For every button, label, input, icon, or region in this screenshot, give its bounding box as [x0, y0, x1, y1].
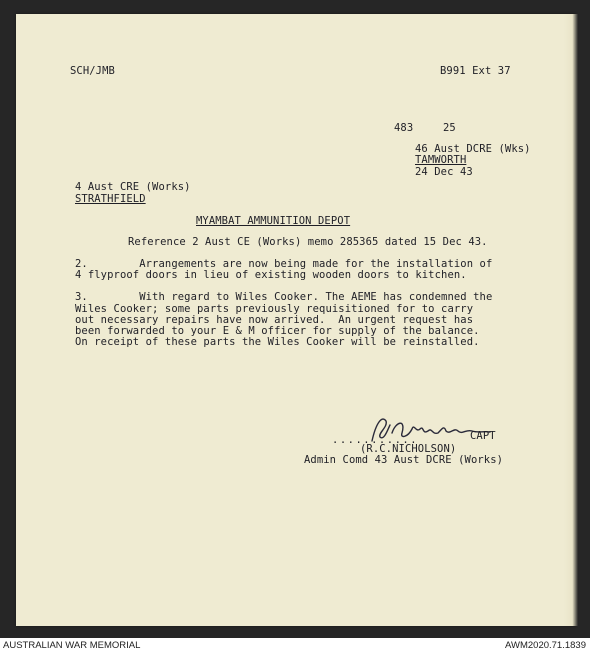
recipient-place: STRATHFIELD: [75, 193, 146, 205]
institution-label: AUSTRALIAN WAR MEMORIAL: [3, 640, 141, 651]
file-reference: B991 Ext 37: [440, 65, 511, 77]
accession-number: AWM2020.71.1839: [505, 640, 586, 651]
paragraph-2-line-1: 2. Arrangements are now being made for the installation of: [75, 258, 493, 270]
paragraph-3-line-1: 3. With regard to Wiles Cooker. The AEME has condemned the: [75, 291, 493, 303]
letter-date: 24 Dec 43: [415, 166, 473, 178]
sender-unit: 46 Aust DCRE (Wks): [415, 143, 531, 155]
paragraph-3-line-2: Wiles Cooker; some parts previously requisitioned for to carry: [75, 303, 474, 315]
signature-name: (R.C.NICHOLSON): [360, 443, 457, 455]
paragraph-3-line-4: been forwarded to your E & M officer for supply of the balance.: [75, 325, 480, 337]
signature-dots: ...........: [332, 434, 419, 446]
paragraph-3-line-3: out necessary repairs have now arrived. An urgent request has: [75, 314, 474, 326]
file-number-2: 25: [443, 122, 456, 134]
sender-place: TAMWORTH: [415, 154, 467, 166]
document-page: [16, 14, 576, 626]
footer-caption-bar: [0, 638, 590, 653]
subject-heading: MYAMBAT AMMUNITION DEPOT: [196, 215, 351, 227]
paragraph-3-line-5: On receipt of these parts the Wiles Cooker will be reinstalled.: [75, 336, 480, 348]
reference-line: Reference 2 Aust CE (Works) memo 285365 dated 15 Dec 43.: [128, 236, 488, 248]
torn-edge: [564, 14, 578, 626]
signature-rank: CAPT: [470, 430, 496, 442]
file-number: 483: [394, 122, 414, 134]
signature-title: Admin Comd 43 Aust DCRE (Works): [304, 454, 504, 466]
reference-initials: SCH/JMB: [70, 65, 115, 77]
recipient-unit: 4 Aust CRE (Works): [75, 181, 191, 193]
paragraph-2-line-2: 4 flyproof doors in lieu of existing wooden doors to kitchen.: [75, 269, 467, 281]
